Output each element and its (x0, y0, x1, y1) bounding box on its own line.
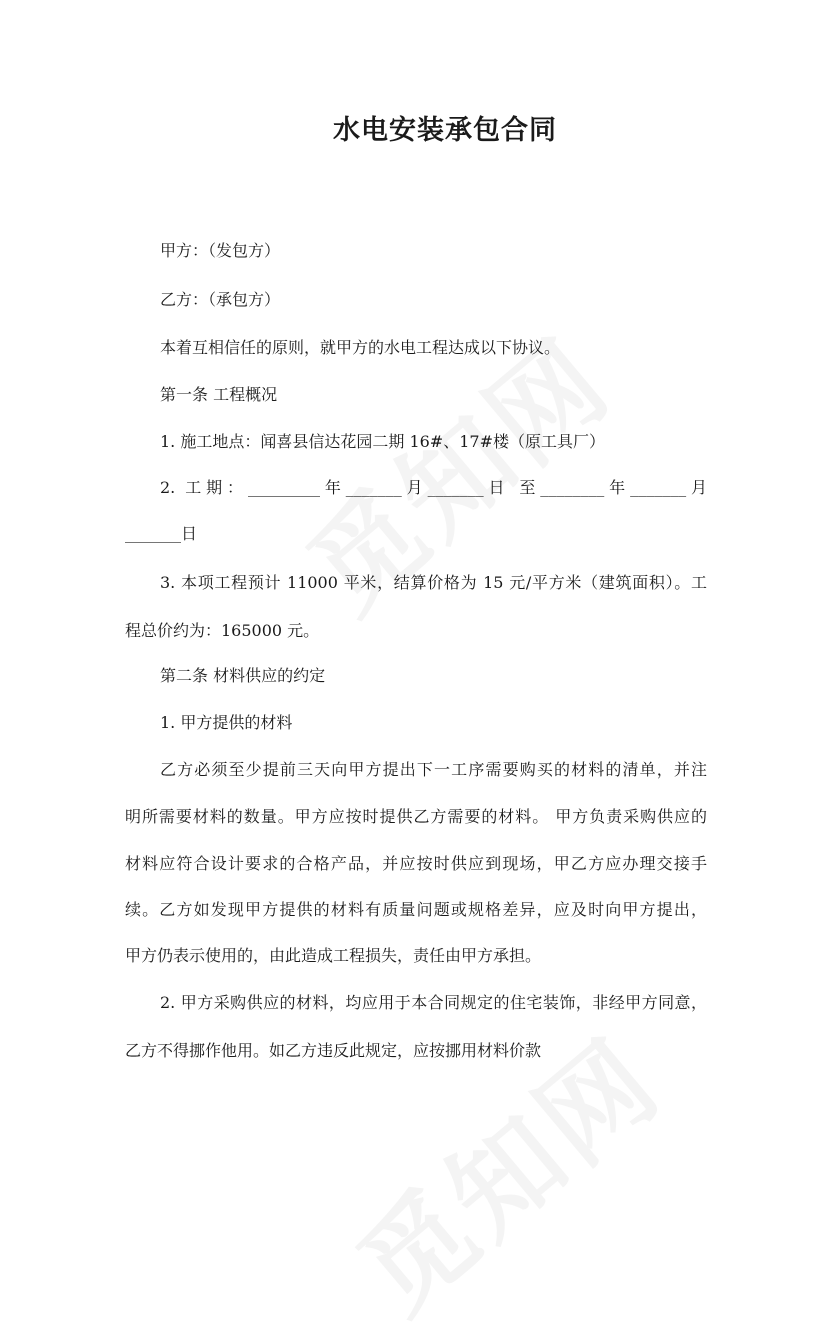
item-2-period-line: 2. 工期：_________年_______月_______日 至________年_______月 (160, 478, 707, 497)
item-3-line: 程总价约为：165000 元。 (125, 621, 320, 640)
sub-2-line: 2. 甲方采购供应的材料，均应用于本合同规定的住宅装饰，非经甲方同意， (160, 993, 707, 1012)
materials-paragraph-line: 明所需要材料的数量。甲方应按时提供乙方需要的材料。 甲方负责采购供应的 (125, 807, 707, 826)
document-title: 水电安装承包合同 (333, 115, 557, 146)
party-b-line: 乙方：（承包方） (160, 290, 281, 309)
party-a-line: 甲方：（发包方） (160, 241, 281, 260)
item-3-line: 3. 本项工程预计 11000 平米，结算价格为 15 元/平方米（建筑面积）。工 (160, 573, 707, 592)
sub-1-heading: 1. 甲方提供的材料 (160, 713, 293, 732)
materials-paragraph-line: 续。乙方如发现甲方提供的材料有质量问题或规格差异，应及时向甲方提出， (125, 900, 707, 919)
materials-paragraph-line: 乙方必须至少提前三天向甲方提出下一工序需要购买的材料的清单，并注 (160, 760, 707, 779)
item-2-period-line: _______日 (125, 524, 198, 543)
intro-paragraph: 本着互相信任的原则，就甲方的水电工程达成以下协议。 (160, 338, 561, 357)
sub-2-line: 乙方不得挪作他用。如乙方违反此规定，应按挪用材料价款 (125, 1041, 542, 1060)
item-1-location: 1. 施工地点：闻喜县信达花园二期 16#、17#楼（原工具厂） (160, 432, 605, 451)
article-1-heading: 第一条 工程概况 (160, 385, 278, 404)
article-2-heading: 第二条 材料供应的约定 (160, 666, 326, 685)
materials-paragraph-line: 材料应符合设计要求的合格产品，并应按时供应到现场，甲乙方应办理交接手 (125, 854, 707, 873)
materials-paragraph-line: 甲方仍表示使用的，由此造成工程损失，责任由甲方承担。 (125, 946, 542, 965)
